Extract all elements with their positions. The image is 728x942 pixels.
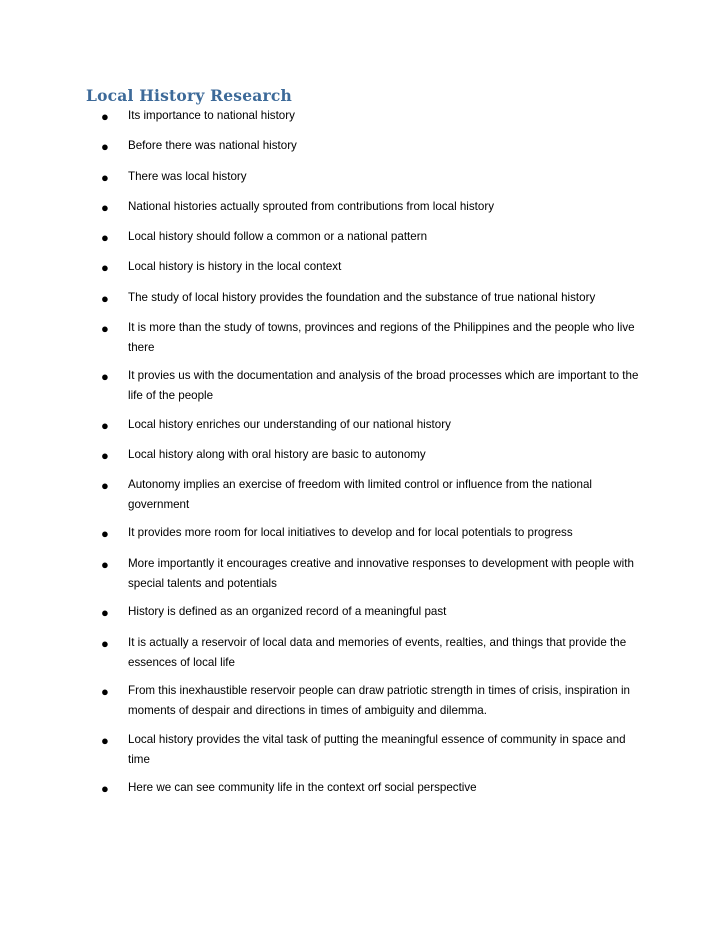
bullet-icon: ● [101,781,109,796]
bullet-icon: ● [101,369,109,384]
document-title: Local History Research [86,86,292,105]
bullet-icon: ● [101,636,109,651]
bullet-icon: ● [101,321,109,336]
list-item-text: It provies us with the documentation and analysis of the broad processes which are important to the life of the people [128,369,639,402]
bullet-icon: ● [101,418,109,433]
bullet-icon: ● [101,170,109,185]
bullet-icon: ● [101,109,109,124]
list-item-text: Before there was national history [128,139,297,152]
bullet-icon: ● [101,291,109,306]
list-item-text: It is actually a reservoir of local data and memories of events, realties, and things that provide the essences of local life [128,636,627,669]
list-item-text: Local history is history in the local context [128,260,342,273]
bullet-icon: ● [101,526,109,541]
bullet-icon: ● [101,448,109,463]
list-item-text: Local history should follow a common or a national pattern [128,230,428,243]
bullet-icon: ● [101,733,109,748]
bullet-icon: ● [101,230,109,245]
list-item-text: Its importance to national history [128,109,295,122]
list-item-text: It provides more room for local initiatives to develop and for local potentials to progress [128,526,573,539]
bullet-icon: ● [101,684,109,699]
list-item-text: There was local history [128,170,247,183]
list-item-text: National histories actually sprouted from contributions from local history [128,200,495,213]
list-item-text: History is defined as an organized record of a meaningful past [128,605,447,618]
list-item-text: Local history along with oral history are basic to autonomy [128,448,426,461]
bullet-icon: ● [101,557,109,572]
bullet-icon: ● [101,260,109,275]
list-item-text: More importantly it encourages creative and innovative responses to development with people with special talents and potentials [128,557,634,590]
list-item-text: The study of local history provides the foundation and the substance of true national history [128,291,596,304]
bullet-icon: ● [101,200,109,215]
bullet-icon: ● [101,478,109,493]
list-item-text: From this inexhaustible reservoir people can draw patriotic strength in times of crisis, inspiration in moments of despair and directions in times of ambiguity and dilemma. [128,684,630,717]
list-item-text: It is more than the study of towns, provinces and regions of the Philippines and the people who live there [128,321,635,354]
bullet-icon: ● [101,605,109,620]
list-item-text: Autonomy implies an exercise of freedom with limited control or influence from the national government [128,478,592,511]
bullet-icon: ● [101,139,109,154]
list-item-text: Local history provides the vital task of putting the meaningful essence of community in space and time [128,733,626,766]
list-item-text: Local history enriches our understanding of our national history [128,418,451,431]
list-item-text: Here we can see community life in the context orf social perspective [128,781,477,794]
